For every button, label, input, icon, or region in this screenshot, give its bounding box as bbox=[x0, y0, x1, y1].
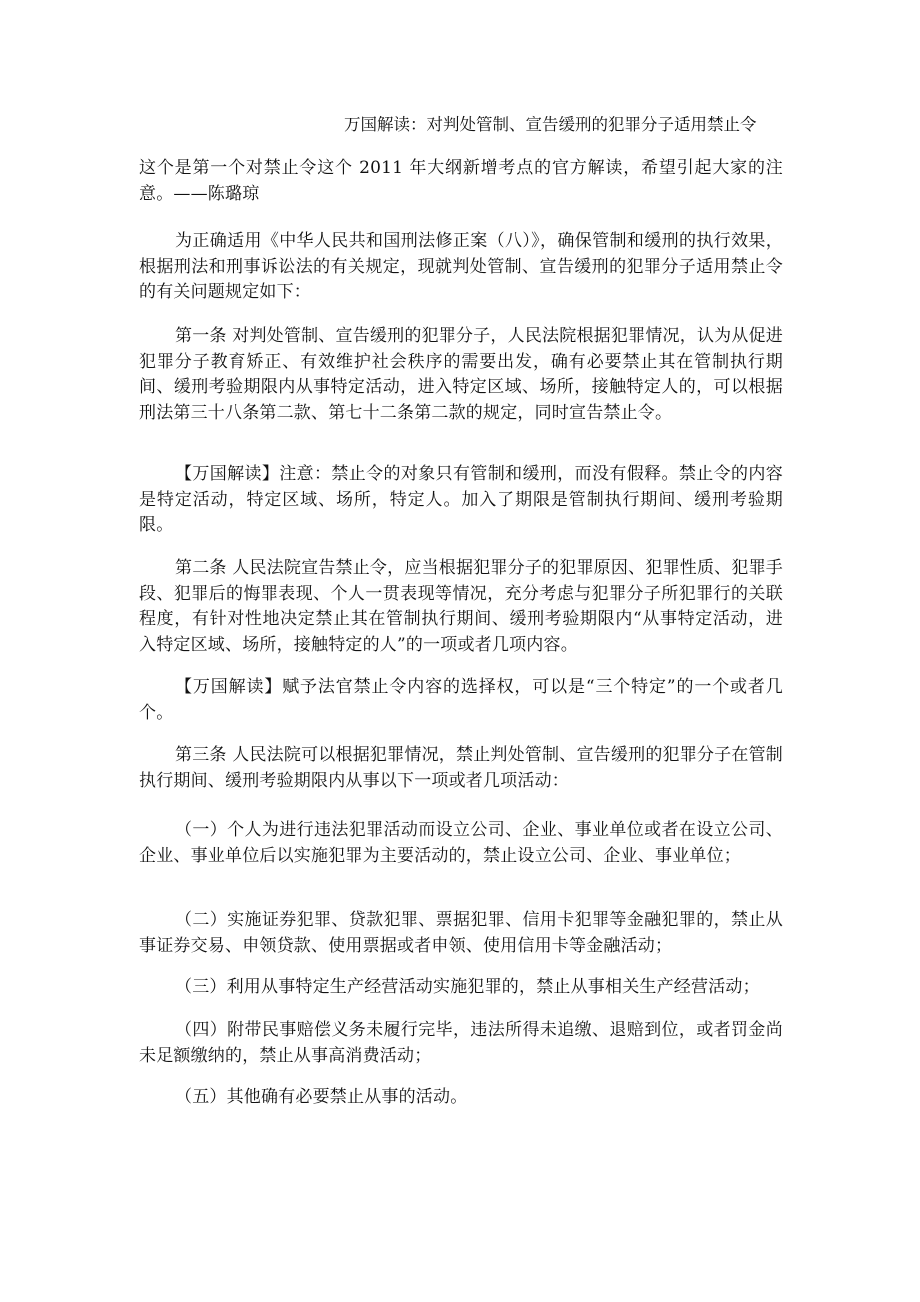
article-3-paragraph: 第三条 人民法院可以根据犯罪情况，禁止判处管制、宣告缓刑的犯罪分子在管制执行期间、缓刑考验期限内从事以下一项或者几项活动： bbox=[139, 745, 783, 791]
article-2-paragraph: 第二条 人民法院宣告禁止令，应当根据犯罪分子的犯罪原因、犯罪性质、犯罪手段、犯罪后的悔罪表现、个人一贯表现等情况，充分考虑与犯罪分子所犯罪行的关联程度，有针对性地决定禁止其在管制执行期间、缓刑考验期限内“从事特定活动，进入特定区域、场所，接触特定的人”的一项或者几项内容。 bbox=[139, 558, 783, 655]
list-item-4: （四）附带民事赔偿义务未履行完毕，违法所得未追缴、退赔到位，或者罚金尚未足额缴纳的，禁止从事高消费活动； bbox=[139, 1020, 783, 1066]
intro-note: 这个是第一个对禁止令这个 2011 年大纲新增考点的官方解读，希望引起大家的注意。——陈璐琼 bbox=[139, 158, 783, 204]
list-item-3: （三）利用从事特定生产经营活动实施犯罪的，禁止从事相关生产经营活动； bbox=[175, 977, 760, 997]
article-1-paragraph: 第一条 对判处管制、宣告缓刑的犯罪分子，人民法院根据犯罪情况，认为从促进犯罪分子教育矫正、有效维护社会秩序的需要出发，确有必要禁止其在管制执行期间、缓刑考验期限内从事特定活动，进入特定区域、场所，接触特定人的，可以根据刑法第三十八条第二款、第七十二条第二款的规定，同时宣告禁止令。 bbox=[139, 326, 783, 423]
list-item-1: （一）个人为进行违法犯罪活动而设立公司、企业、事业单位或者在设立公司、企业、事业单位后以实施犯罪为主要活动的，禁止设立公司、企业、事业单位； bbox=[139, 820, 783, 866]
commentary-2-paragraph: 【万国解读】赋予法官禁止令内容的选择权，可以是“三个特定”的一个或者几个。 bbox=[139, 677, 783, 723]
document-title: 万国解读：对判处管制、宣告缓刑的犯罪分子适用禁止令 bbox=[344, 115, 757, 134]
list-item-5: （五）其他确有必要禁止从事的活动。 bbox=[175, 1087, 468, 1107]
preamble-paragraph: 为正确适用《中华人民共和国刑法修正案（八）》，确保管制和缓刑的执行效果，根据刑法和刑事诉讼法的有关规定，现就判处管制、宣告缓刑的犯罪分子适用禁止令的有关问题规定如下： bbox=[139, 231, 783, 302]
commentary-1-paragraph: 【万国解读】注意：禁止令的对象只有管制和缓刑，而没有假释。禁止令的内容是特定活动，特定区域、场所，特定人。加入了期限是管制执行期间、缓刑考验期限。 bbox=[139, 464, 783, 535]
list-item-2: （二）实施证券犯罪、贷款犯罪、票据犯罪、信用卡犯罪等金融犯罪的，禁止从事证券交易、申领贷款、使用票据或者申领、使用信用卡等金融活动； bbox=[139, 910, 783, 956]
